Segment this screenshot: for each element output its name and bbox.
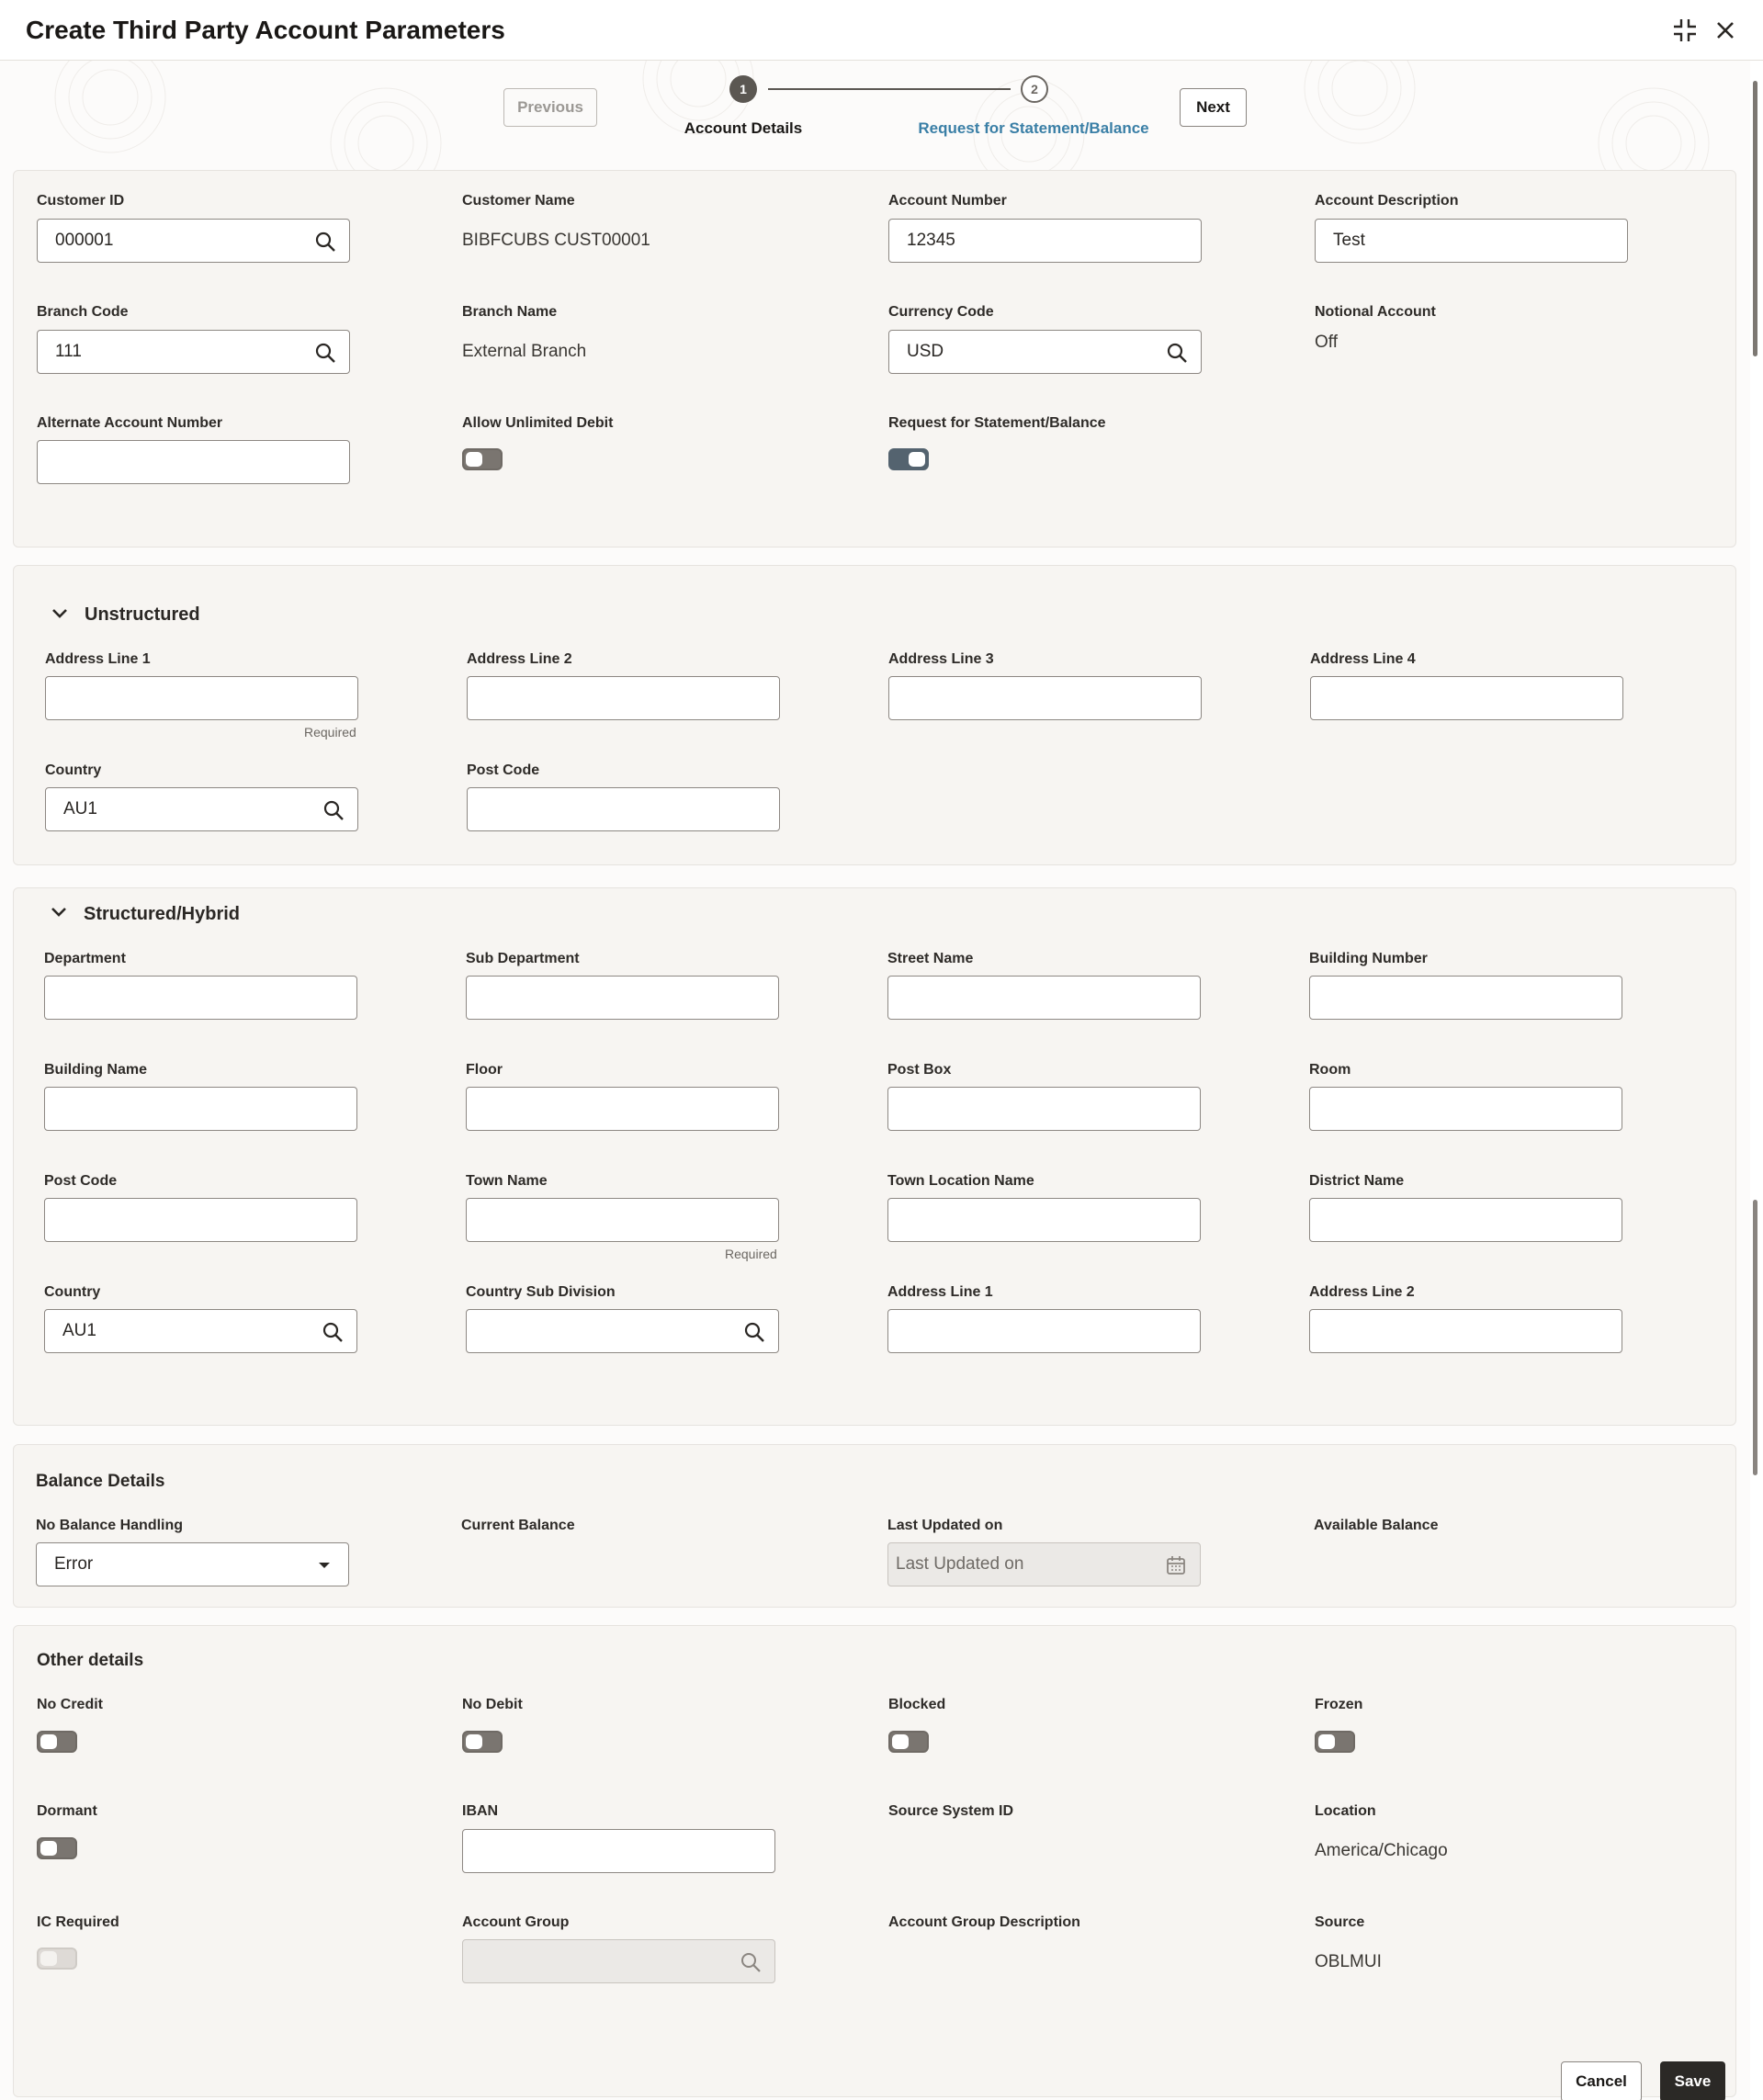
- unstructured-address-card: [13, 565, 1736, 865]
- account-description-field[interactable]: [1315, 219, 1628, 263]
- post-box-field[interactable]: [887, 1087, 1201, 1131]
- toggle-knob: [466, 1734, 482, 1749]
- currency-code-field[interactable]: [888, 330, 1202, 374]
- vertical-scrollbar[interactable]: [1750, 61, 1763, 2100]
- post-code-field[interactable]: [467, 787, 780, 831]
- notional-account-label: Notional Account: [1315, 304, 1436, 320]
- branch-code-field[interactable]: [37, 330, 350, 374]
- toggle-knob: [909, 452, 925, 467]
- address-line-2-label: Address Line 2: [467, 651, 572, 667]
- balance-details-title: Balance Details: [36, 1472, 165, 1491]
- department-field[interactable]: [44, 976, 357, 1020]
- dialog-body: [0, 61, 1750, 2100]
- frozen-label: Frozen: [1315, 1697, 1363, 1712]
- building-name-label: Building Name: [44, 1062, 148, 1078]
- building-number-field[interactable]: [1309, 976, 1622, 1020]
- branch-name-value: External Branch: [462, 342, 587, 361]
- frozen-toggle[interactable]: [1315, 1731, 1355, 1753]
- toggle-knob: [466, 452, 482, 467]
- allow-unlimited-debit-label: Allow Unlimited Debit: [462, 415, 614, 431]
- dialog-header: [0, 0, 1763, 61]
- toggle-knob: [40, 1951, 57, 1966]
- alternate-account-number-field[interactable]: [37, 440, 350, 484]
- last-updated-label: Last Updated on: [887, 1518, 1003, 1533]
- scrollbar-thumb-secondary[interactable]: [1753, 1200, 1757, 1475]
- search-icon[interactable]: [743, 1321, 765, 1343]
- other-details-title: Other details: [37, 1651, 144, 1670]
- no-balance-handling-select[interactable]: [36, 1542, 349, 1586]
- search-icon[interactable]: [314, 231, 336, 253]
- address-line-2-field[interactable]: [1309, 1309, 1622, 1353]
- customer-id-label: Customer ID: [37, 193, 125, 209]
- room-label: Room: [1309, 1062, 1351, 1078]
- branch-code-label: Branch Code: [37, 304, 129, 320]
- country-sub-division-field[interactable]: [466, 1309, 779, 1353]
- calendar-icon[interactable]: [1165, 1554, 1187, 1576]
- no-balance-handling-value: Error: [54, 1554, 94, 1574]
- chevron-down-icon[interactable]: [49, 603, 71, 625]
- address-line-1-label: Address Line 1: [887, 1284, 993, 1300]
- ic-required-toggle[interactable]: [37, 1948, 77, 1970]
- blocked-toggle[interactable]: [888, 1731, 929, 1753]
- chevron-down-icon[interactable]: [313, 1554, 335, 1576]
- street-name-field[interactable]: [887, 976, 1201, 1020]
- department-label: Department: [44, 951, 126, 966]
- iban-label: IBAN: [462, 1803, 499, 1819]
- account-description-label: Account Description: [1315, 193, 1459, 209]
- background-pattern: [0, 61, 1750, 171]
- dialog-title: Create Third Party Account Parameters: [26, 16, 505, 44]
- search-icon[interactable]: [322, 1321, 344, 1343]
- request-statement-label: Request for Statement/Balance: [888, 415, 1106, 431]
- street-name-label: Street Name: [887, 951, 974, 966]
- current-balance-label: Current Balance: [461, 1518, 575, 1533]
- location-label: Location: [1315, 1803, 1376, 1819]
- branch-code-value: 111: [55, 342, 82, 361]
- town-name-label: Town Name: [466, 1173, 548, 1189]
- step-connector: [768, 88, 1011, 90]
- account-group-label: Account Group: [462, 1914, 570, 1930]
- no-credit-label: No Credit: [37, 1697, 103, 1712]
- country-label: Country: [45, 762, 102, 778]
- account-description-value: Test: [1333, 231, 1365, 250]
- currency-code-value: USD: [907, 342, 944, 361]
- available-balance-label: Available Balance: [1314, 1518, 1439, 1533]
- blocked-label: Blocked: [888, 1697, 946, 1712]
- country-value: AU1: [62, 1321, 96, 1340]
- step-2-label[interactable]: Request for Statement/Balance: [918, 119, 1149, 137]
- sub-department-field[interactable]: [466, 976, 779, 1020]
- town-location-name-field[interactable]: [887, 1198, 1201, 1242]
- post-code-label: Post Code: [467, 762, 540, 778]
- customer-name-value: BIBFCUBS CUST00001: [462, 231, 650, 250]
- country-label: Country: [44, 1284, 101, 1300]
- dormant-toggle[interactable]: [37, 1837, 77, 1859]
- customer-name-label: Customer Name: [462, 193, 575, 209]
- address-line-1-label: Address Line 1: [45, 651, 151, 667]
- search-icon[interactable]: [1166, 342, 1188, 364]
- floor-label: Floor: [466, 1062, 503, 1078]
- account-number-field[interactable]: [888, 219, 1202, 263]
- toggle-knob: [40, 1841, 57, 1856]
- previous-button[interactable]: Previous: [503, 88, 597, 127]
- address-line-4-field[interactable]: [1310, 676, 1623, 720]
- account-number-label: Account Number: [888, 193, 1007, 209]
- search-icon[interactable]: [314, 342, 336, 364]
- cancel-button[interactable]: Cancel: [1561, 2061, 1642, 2100]
- address-line-1-field[interactable]: [887, 1309, 1201, 1353]
- address-line-3-field[interactable]: [888, 676, 1202, 720]
- account-group-description-label: Account Group Description: [888, 1914, 1080, 1930]
- district-name-field[interactable]: [1309, 1198, 1622, 1242]
- search-icon[interactable]: [322, 799, 345, 821]
- post-code-label: Post Code: [44, 1173, 118, 1189]
- country-value: AU1: [63, 799, 97, 819]
- collapse-icon[interactable]: [1669, 15, 1701, 46]
- source-system-id-label: Source System ID: [888, 1803, 1014, 1819]
- ic-required-label: IC Required: [37, 1914, 119, 1930]
- post-box-label: Post Box: [887, 1062, 952, 1078]
- request-statement-toggle[interactable]: [888, 448, 929, 470]
- structured-section-title[interactable]: Structured/Hybrid: [84, 904, 241, 924]
- building-name-field[interactable]: [44, 1087, 357, 1131]
- allow-unlimited-debit-toggle[interactable]: [462, 448, 503, 470]
- country-sub-division-label: Country Sub Division: [466, 1284, 616, 1300]
- currency-code-label: Currency Code: [888, 304, 994, 320]
- country-field[interactable]: [45, 787, 358, 831]
- floor-field[interactable]: [466, 1087, 779, 1131]
- sub-department-label: Sub Department: [466, 951, 580, 966]
- source-value: OBLMUI: [1315, 1952, 1382, 1971]
- toggle-knob: [40, 1734, 57, 1749]
- step-1-indicator[interactable]: 1: [729, 75, 757, 103]
- country-field[interactable]: [44, 1309, 357, 1353]
- location-value: America/Chicago: [1315, 1841, 1448, 1860]
- step-2-indicator[interactable]: 2: [1021, 75, 1048, 103]
- branch-name-label: Branch Name: [462, 304, 558, 320]
- required-hint: Required: [725, 1247, 777, 1261]
- room-field[interactable]: [1309, 1087, 1622, 1131]
- toggle-knob: [1318, 1734, 1335, 1749]
- required-hint: Required: [304, 725, 356, 740]
- address-line-2-field[interactable]: [467, 676, 780, 720]
- toggle-knob: [892, 1734, 909, 1749]
- dormant-label: Dormant: [37, 1803, 97, 1819]
- step-1-label[interactable]: Account Details: [684, 119, 803, 137]
- account-details-card: [13, 170, 1736, 548]
- district-name-label: District Name: [1309, 1173, 1405, 1189]
- no-balance-handling-label: No Balance Handling: [36, 1518, 184, 1533]
- no-debit-toggle[interactable]: [462, 1731, 503, 1753]
- search-icon[interactable]: [740, 1951, 762, 1973]
- last-updated-field[interactable]: [887, 1542, 1201, 1586]
- address-line-2-label: Address Line 2: [1309, 1284, 1415, 1300]
- no-debit-label: No Debit: [462, 1697, 523, 1712]
- iban-field[interactable]: [462, 1829, 775, 1873]
- last-updated-placeholder: Last Updated on: [896, 1554, 1024, 1574]
- save-button[interactable]: Save: [1660, 2061, 1725, 2100]
- next-button[interactable]: Next: [1180, 88, 1247, 127]
- balance-details-card: [13, 1444, 1736, 1608]
- chevron-down-icon[interactable]: [48, 901, 70, 923]
- source-label: Source: [1315, 1914, 1365, 1930]
- customer-id-value: 000001: [55, 231, 114, 250]
- building-number-label: Building Number: [1309, 951, 1428, 966]
- notional-account-value: Off: [1315, 333, 1338, 352]
- account-group-field[interactable]: [462, 1939, 775, 1983]
- alternate-account-number-label: Alternate Account Number: [37, 415, 223, 431]
- no-credit-toggle[interactable]: [37, 1731, 77, 1753]
- address-line-3-label: Address Line 3: [888, 651, 994, 667]
- address-line-4-label: Address Line 4: [1310, 651, 1416, 667]
- town-name-field[interactable]: [466, 1198, 779, 1242]
- account-number-value: 12345: [907, 231, 955, 250]
- other-details-card: [13, 1625, 1736, 2097]
- unstructured-section-title[interactable]: Unstructured: [85, 604, 200, 625]
- scrollbar-thumb[interactable]: [1753, 81, 1757, 356]
- address-line-1-field[interactable]: [45, 676, 358, 720]
- town-location-name-label: Town Location Name: [887, 1173, 1034, 1189]
- structured-address-card: [13, 887, 1736, 1426]
- post-code-field[interactable]: [44, 1198, 357, 1242]
- close-icon[interactable]: [1710, 15, 1741, 46]
- customer-id-field[interactable]: [37, 219, 350, 263]
